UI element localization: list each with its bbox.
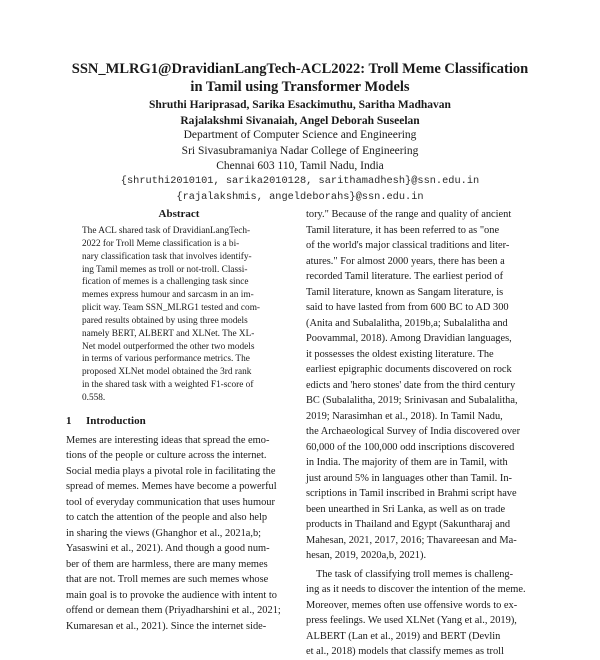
body-line: tions of the people or culture across the internet. [66,450,267,462]
affiliation-line: Sri Sivasubramaniya Nadar College of Engineering [181,144,419,157]
body-line: of the world's major classical traditions and liter- [306,240,510,251]
body-line: atures." For almost 2000 years, there has been a [306,255,505,267]
section-number: 1 [66,414,72,427]
body-line: hesan, 2019, 2020a,b, 2021). [306,550,427,561]
body-line: recorded Tamil literature. The earliest period of [306,271,504,282]
section-heading-introduction [66,414,292,429]
body-line: been unearthed in Sri Lanka, as well as on trade [306,503,506,515]
body-line: products in Thailand and Egypt (Sakuntharaj and [306,519,511,530]
abstract-line: memes express humour and sarcasm in an im- [82,290,254,301]
abstract-line: proposed XLNet model obtained the 3rd rank [82,367,252,378]
affiliation-line: Chennai 603 110, Tamil Nadu, India [216,160,384,172]
body-line: Kumaresan et al., 2021). Since the internet side- [66,620,267,632]
author-list [40,98,560,129]
title-line: in Tamil using Transformer Models [190,79,410,95]
body-line: Moreover, memes often use offensive words to ex- [306,599,518,611]
body-line: ing as it needs to discover the intention of the meme. [306,584,526,595]
body-line: Yasaswini et al., 2021). And though a good num- [66,543,270,555]
body-line: spread of memes. Memes have become a powerful [66,481,277,493]
body-line: offend or demean them (Priyadharshini et al., 2021; [66,605,281,617]
body-line-text: The task of classifying troll memes is challeng- [316,568,514,580]
body-line: press feelings. We used XLNet (Yang et al., 2019), [306,615,517,626]
body-line: said to have lasted from from 600 BC to AD 300 [306,302,509,313]
body-line: Tamil literature, known as Sangam literature, is [306,286,504,298]
body-line: Poovammal, 2018). Among Dravidian languages, [306,333,512,344]
affiliation [40,128,560,175]
body-line: just around 5% in languages other than Tamil. In- [306,472,512,484]
body-line: edicts and 'hero stones' date from the third century [306,379,516,391]
abstract-line: in the shared task with a weighted F1-score of [82,380,254,391]
body-line: Social media plays a pivotal role in facilitating the [66,465,276,477]
abstract-line: in terms of various performance metrics. The [82,354,250,365]
right-column [306,207,544,660]
body-line: tool of everyday communication that uses humour [66,496,275,508]
abstract-heading: Abstract [158,208,200,220]
body-line: Tamil literature, it has been referred to as "one [306,224,500,236]
body-line: 60,000 of the 100,000 odd inscriptions discovered [306,441,515,453]
abstract-line: nary classification task that involves identify- [82,251,252,262]
email-line[interactable]: {shruthi2010101, sarika2010128, sarithamadhesh}@ssn.edu.in [120,175,480,187]
email-line[interactable]: {rajalakshmis, angeldeborahs}@ssn.edu.in [176,190,424,203]
affiliation-line: Department of Computer Science and Engineering [183,129,417,141]
abstract-line: ing Tamil memes as troll or not-troll. Classi- [82,264,248,275]
author-line: Rajalakshmi Sivanaiah, Angel Deborah Suseelan [180,114,420,127]
body-line: it possesses the oldest existing literature. The [306,348,494,360]
body-line: in India. The majority of them are in Tamil, with [306,457,508,468]
abstract-line: pared results obtained by using three models [82,315,248,326]
body-line [306,567,544,583]
abstract-line: Net model outperformed the other two models [82,341,255,352]
section-title: Introduction [86,414,146,427]
left-column [66,207,292,634]
abstract-line: fication of memes is a challenging task since [82,277,249,288]
body-line: scriptions in Tamil inscribed in Brahmi script have [306,488,517,499]
body-line: tory." Because of the range and quality of ancient [306,209,512,220]
abstract-line: 2022 for Troll Meme classification is a bi- [82,238,240,249]
abstract-line: plicit way. Team SSN_MLRG1 tested and com- [82,303,261,314]
body-line: ALBERT (Lan et al., 2019) and BERT (Devlin [306,630,501,642]
abstract-line: 0.558. [82,392,106,403]
email-addresses [40,174,560,205]
body-line: the Archaeological Survey of India discovered over [306,426,521,437]
body-line: main goal is to provoke the audience with intent to [66,589,277,601]
introduction-body [66,433,292,635]
title-line: SSN_MLRG1@DravidianLangTech-ACL2022: Troll Meme Classification [71,61,529,77]
abstract-body [66,225,292,405]
body-line: in sharing the views (Ghanghor et al., 2021a,b; [66,527,262,539]
body-line: Memes are interesting ideas that spread the emo- [66,434,270,446]
body-line: earliest epigraphic documents discovered on rock [306,364,512,375]
body-line: that are not. Troll memes are such memes whose [66,574,269,586]
author-line: Shruthi Hariprasad, Sarika Esackimuthu, Saritha Madhavan [149,99,451,111]
body-line: ber of them are harmless, there are many memes [66,558,268,570]
body-line: (Anita and Subalalitha, 2019b,a; Subalalitha and [306,317,508,329]
body-line: to catch the attention of the people and also help [66,512,268,524]
abstract-line: The ACL shared task of DravidianLangTech- [82,226,251,236]
abstract-line: namely BERT, ALBERT and XLNet. The XL- [82,328,255,339]
body-line: BC (Subalalitha, 2019; Srinivasan and Subalalitha, [306,395,518,406]
body-line: 2019; Narasimhan et al., 2018). In Tamil Nadu, [306,410,503,422]
paper-title [40,60,560,96]
body-line: et al., 2018) models that classify memes as troll [306,646,504,657]
body-line: Mahesan, 2021, 2017, 2016; Thavareesan and Ma- [306,534,517,546]
